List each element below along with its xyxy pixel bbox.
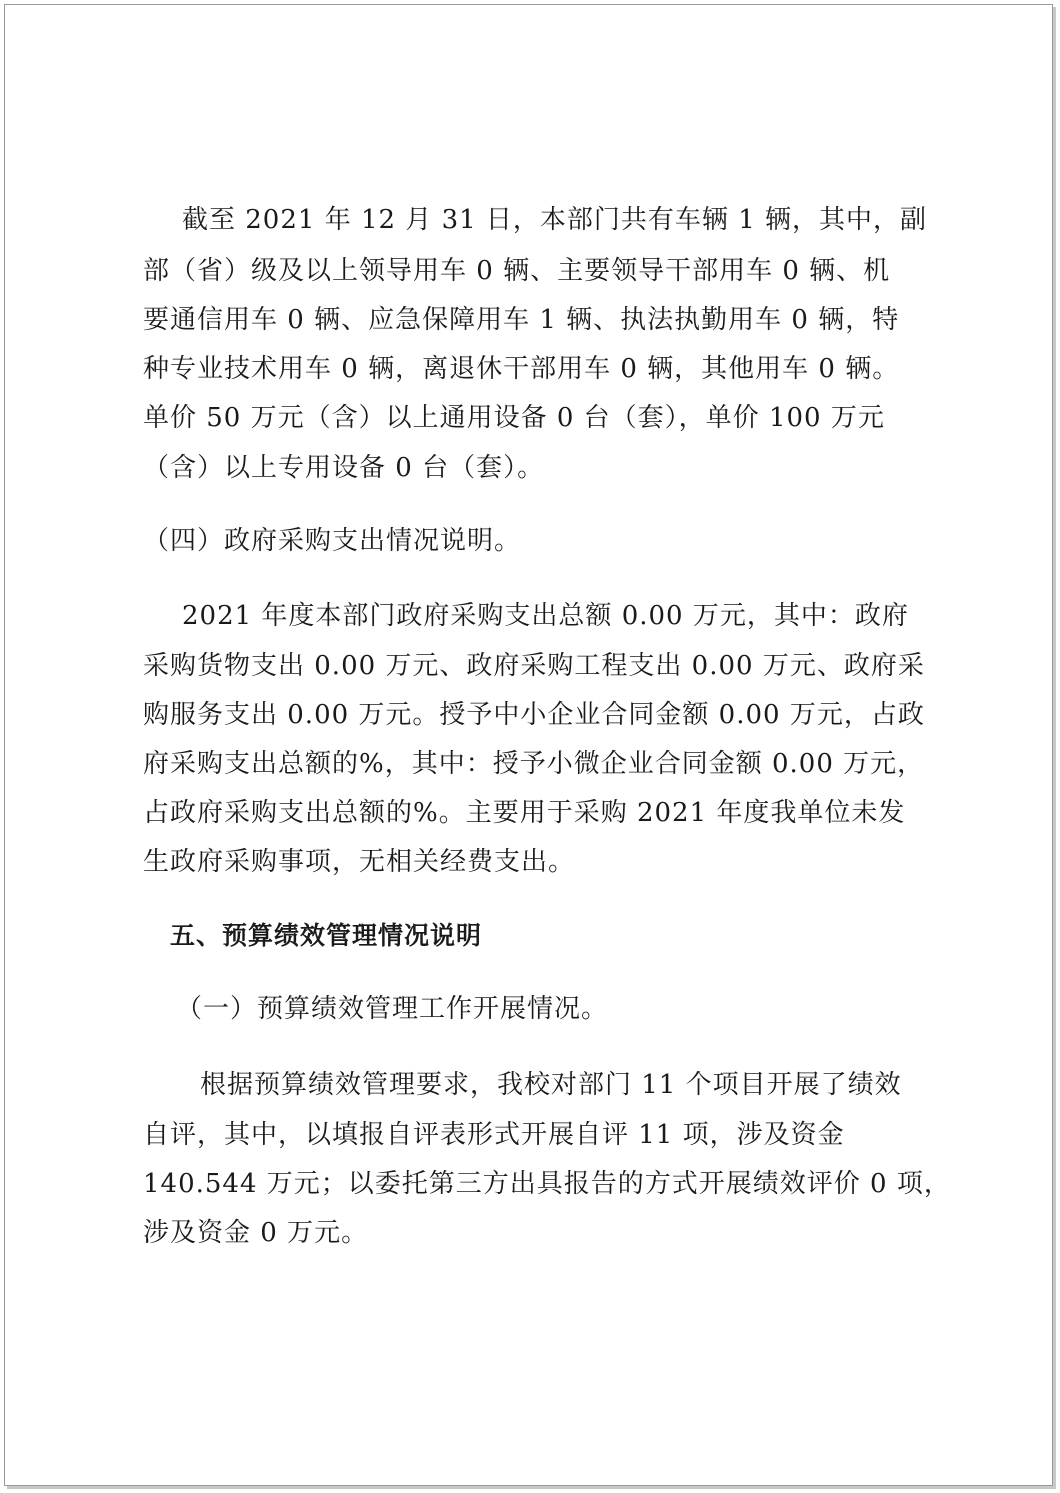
paragraph-line: 府采购支出总额的%，其中：授予小微企业合同金额 0.00 万元， [143, 749, 925, 779]
paragraph-line: 生政府采购事项，无相关经费支出。 [143, 847, 576, 877]
paragraph-line: 部（省）级及以上领导用车 0 辆、主要领导干部用车 0 辆、机 [143, 256, 891, 286]
subheading-performance: （一）预算绩效管理工作开展情况。 [176, 994, 609, 1024]
paragraph-line: 占政府采购支出总额的%。主要用于采购 2021 年度我单位未发 [143, 798, 906, 828]
paragraph-line: 购服务支出 0.00 万元。授予中小企业合同金额 0.00 万元，占政 [143, 700, 925, 730]
paragraph-line: （含）以上专用设备 0 台（套）。 [143, 453, 545, 483]
paragraph-line: 自评，其中，以填报自评表形式开展自评 11 项，涉及资金 [143, 1120, 845, 1150]
subheading-procurement: （四）政府采购支出情况说明。 [143, 526, 522, 556]
paragraph-line: 种专业技术用车 0 辆，离退休干部用车 0 辆，其他用车 0 辆。 [143, 354, 900, 384]
paragraph-line: 单价 50 万元（含）以上通用设备 0 台（套），单价 100 万元 [143, 403, 885, 433]
paragraph-line: 采购货物支出 0.00 万元、政府采购工程支出 0.00 万元、政府采 [143, 651, 925, 681]
section-heading: 五、预算绩效管理情况说明 [170, 921, 483, 950]
paragraph-line: 要通信用车 0 辆、应急保障用车 1 辆、执法执勤用车 0 辆，特 [143, 305, 900, 335]
paragraph-line: 140.544 万元；以委托第三方出具报告的方式开展绩效评价 0 项， [143, 1169, 951, 1199]
paragraph-line: 截至 2021 年 12 月 31 日，本部门共有车辆 1 辆，其中，副 [182, 205, 927, 235]
paragraph-line: 涉及资金 0 万元。 [143, 1218, 369, 1248]
paragraph-line: 根据预算绩效管理要求，我校对部门 11 个项目开展了绩效 [200, 1070, 902, 1100]
paragraph-line: 2021 年度本部门政府采购支出总额 0.00 万元，其中：政府 [182, 601, 909, 631]
